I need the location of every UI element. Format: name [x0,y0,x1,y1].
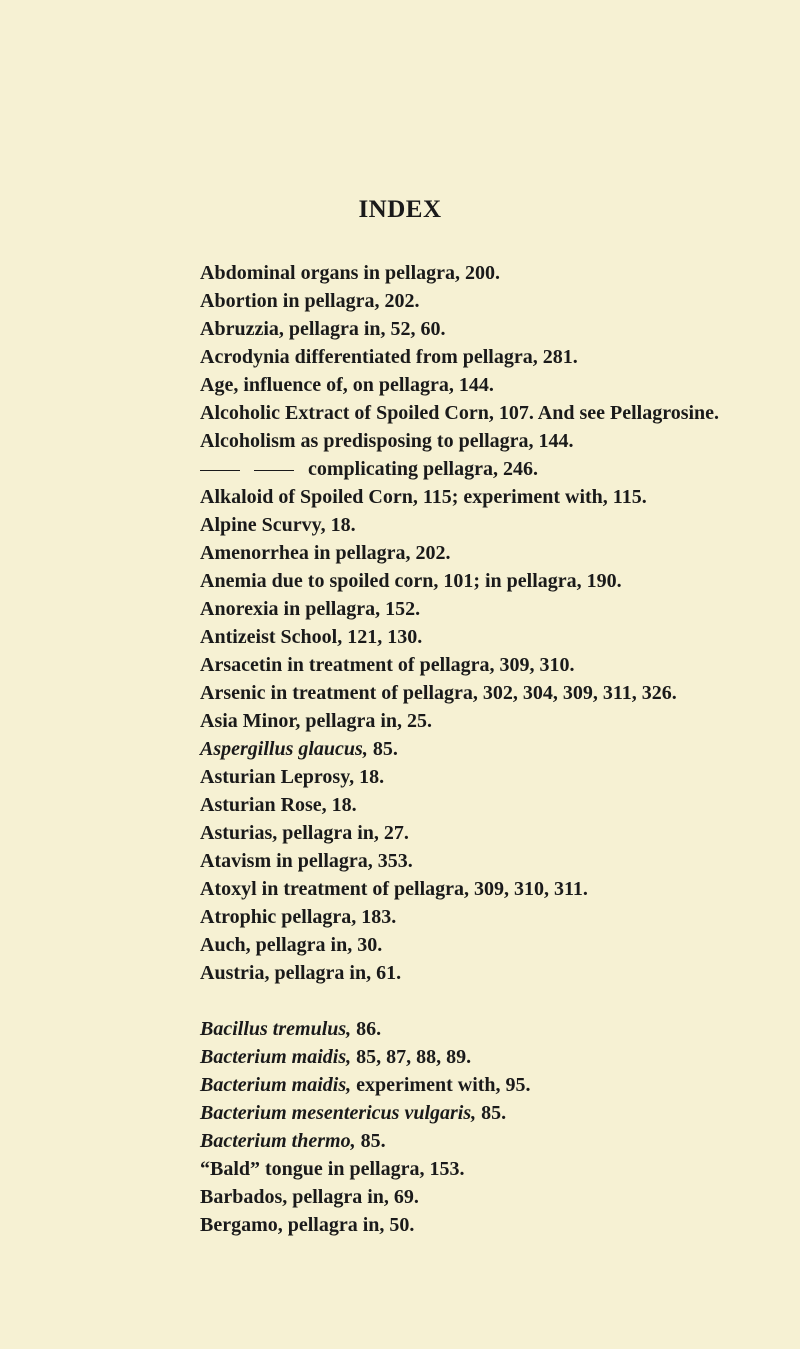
index-entry: Acrodynia differentiated from pellagra, 281. [200,346,578,368]
index-entry-italic: Aspergillus glaucus, [200,738,368,760]
index-entry: Asturias, pellagra in, 27. [200,822,409,844]
index-entry-pages: 86. [351,1018,382,1040]
page-title: INDEX [358,196,442,223]
index-entry-pages: 85. [476,1102,507,1124]
index-entry: Alkaloid of Spoiled Corn, 115; experiment with, 115. [200,486,647,508]
index-entry: Auch, pellagra in, 30. [200,934,383,956]
index-entry-pages: 85. [355,1130,386,1152]
index-entries [200,259,800,1239]
index-entry-italic: Bacillus tremulus, [200,1018,352,1040]
index-entry: Amenorrhea in pellagra, 202. [200,542,451,564]
index-entry: Alcoholism as predisposing to pellagra, 144. [200,430,574,452]
ditto-dash [254,470,294,471]
index-entry-italic: Bacterium maidis, [200,1046,352,1068]
index-entry: “Bald” tongue in pellagra, 153. [200,1158,465,1180]
index-entry-pages: experiment with, 95. [351,1074,531,1096]
index-entry: Antizeist School, 121, 130. [200,626,423,648]
index-entry-italic: Bacterium mesentericus vulgaris, [200,1102,477,1124]
index-entry: Alpine Scurvy, 18. [200,514,356,536]
index-entry: Bergamo, pellagra in, 50. [200,1214,415,1236]
index-entry: Barbados, pellagra in, 69. [200,1186,419,1208]
index-entry-pages: 85, 87, 88, 89. [351,1046,472,1068]
index-entry: Austria, pellagra in, 61. [200,962,402,984]
index-entry-italic: Bacterium maidis, [200,1074,352,1096]
ditto-dash [200,470,240,471]
index-entry: Atoxyl in treatment of pellagra, 309, 310, 311. [200,878,588,900]
index-entry-italic: Bacterium thermo, [200,1130,356,1152]
index-entry: Asia Minor, pellagra in, 25. [200,710,433,732]
index-entry [200,1043,800,1071]
index-entry [200,1071,800,1099]
index-entry: Arsenic in treatment of pellagra, 302, 304, 309, 311, 326. [200,682,677,704]
index-entry: Arsacetin in treatment of pellagra, 309, 310. [200,654,575,676]
index-entry: Anorexia in pellagra, 152. [200,598,421,620]
index-entry: Asturian Leprosy, 18. [200,766,385,788]
index-entry: Anemia due to spoiled corn, 101; in pellagra, 190. [200,570,622,592]
index-entry [200,1015,800,1043]
index-entry: Atrophic pellagra, 183. [200,906,397,928]
index-entry: Alcoholic Extract of Spoiled Corn, 107. And see Pellagrosine. [200,402,720,424]
index-subentry [200,455,800,483]
index-entry: Abdominal organs in pellagra, 200. [200,262,501,284]
index-entry [200,1099,800,1127]
index-subentry-text: complicating pellagra, 246. [308,458,538,480]
index-entry: Atavism in pellagra, 353. [200,850,413,872]
index-entry [200,735,800,763]
index-entry [200,1127,800,1155]
index-entry: Age, influence of, on pellagra, 144. [200,374,494,396]
index-entry: Abortion in pellagra, 202. [200,290,420,312]
index-entry: Asturian Rose, 18. [200,794,357,816]
index-entry: Abruzzia, pellagra in, 52, 60. [200,318,446,340]
index-entry-pages: 85. [367,738,398,760]
